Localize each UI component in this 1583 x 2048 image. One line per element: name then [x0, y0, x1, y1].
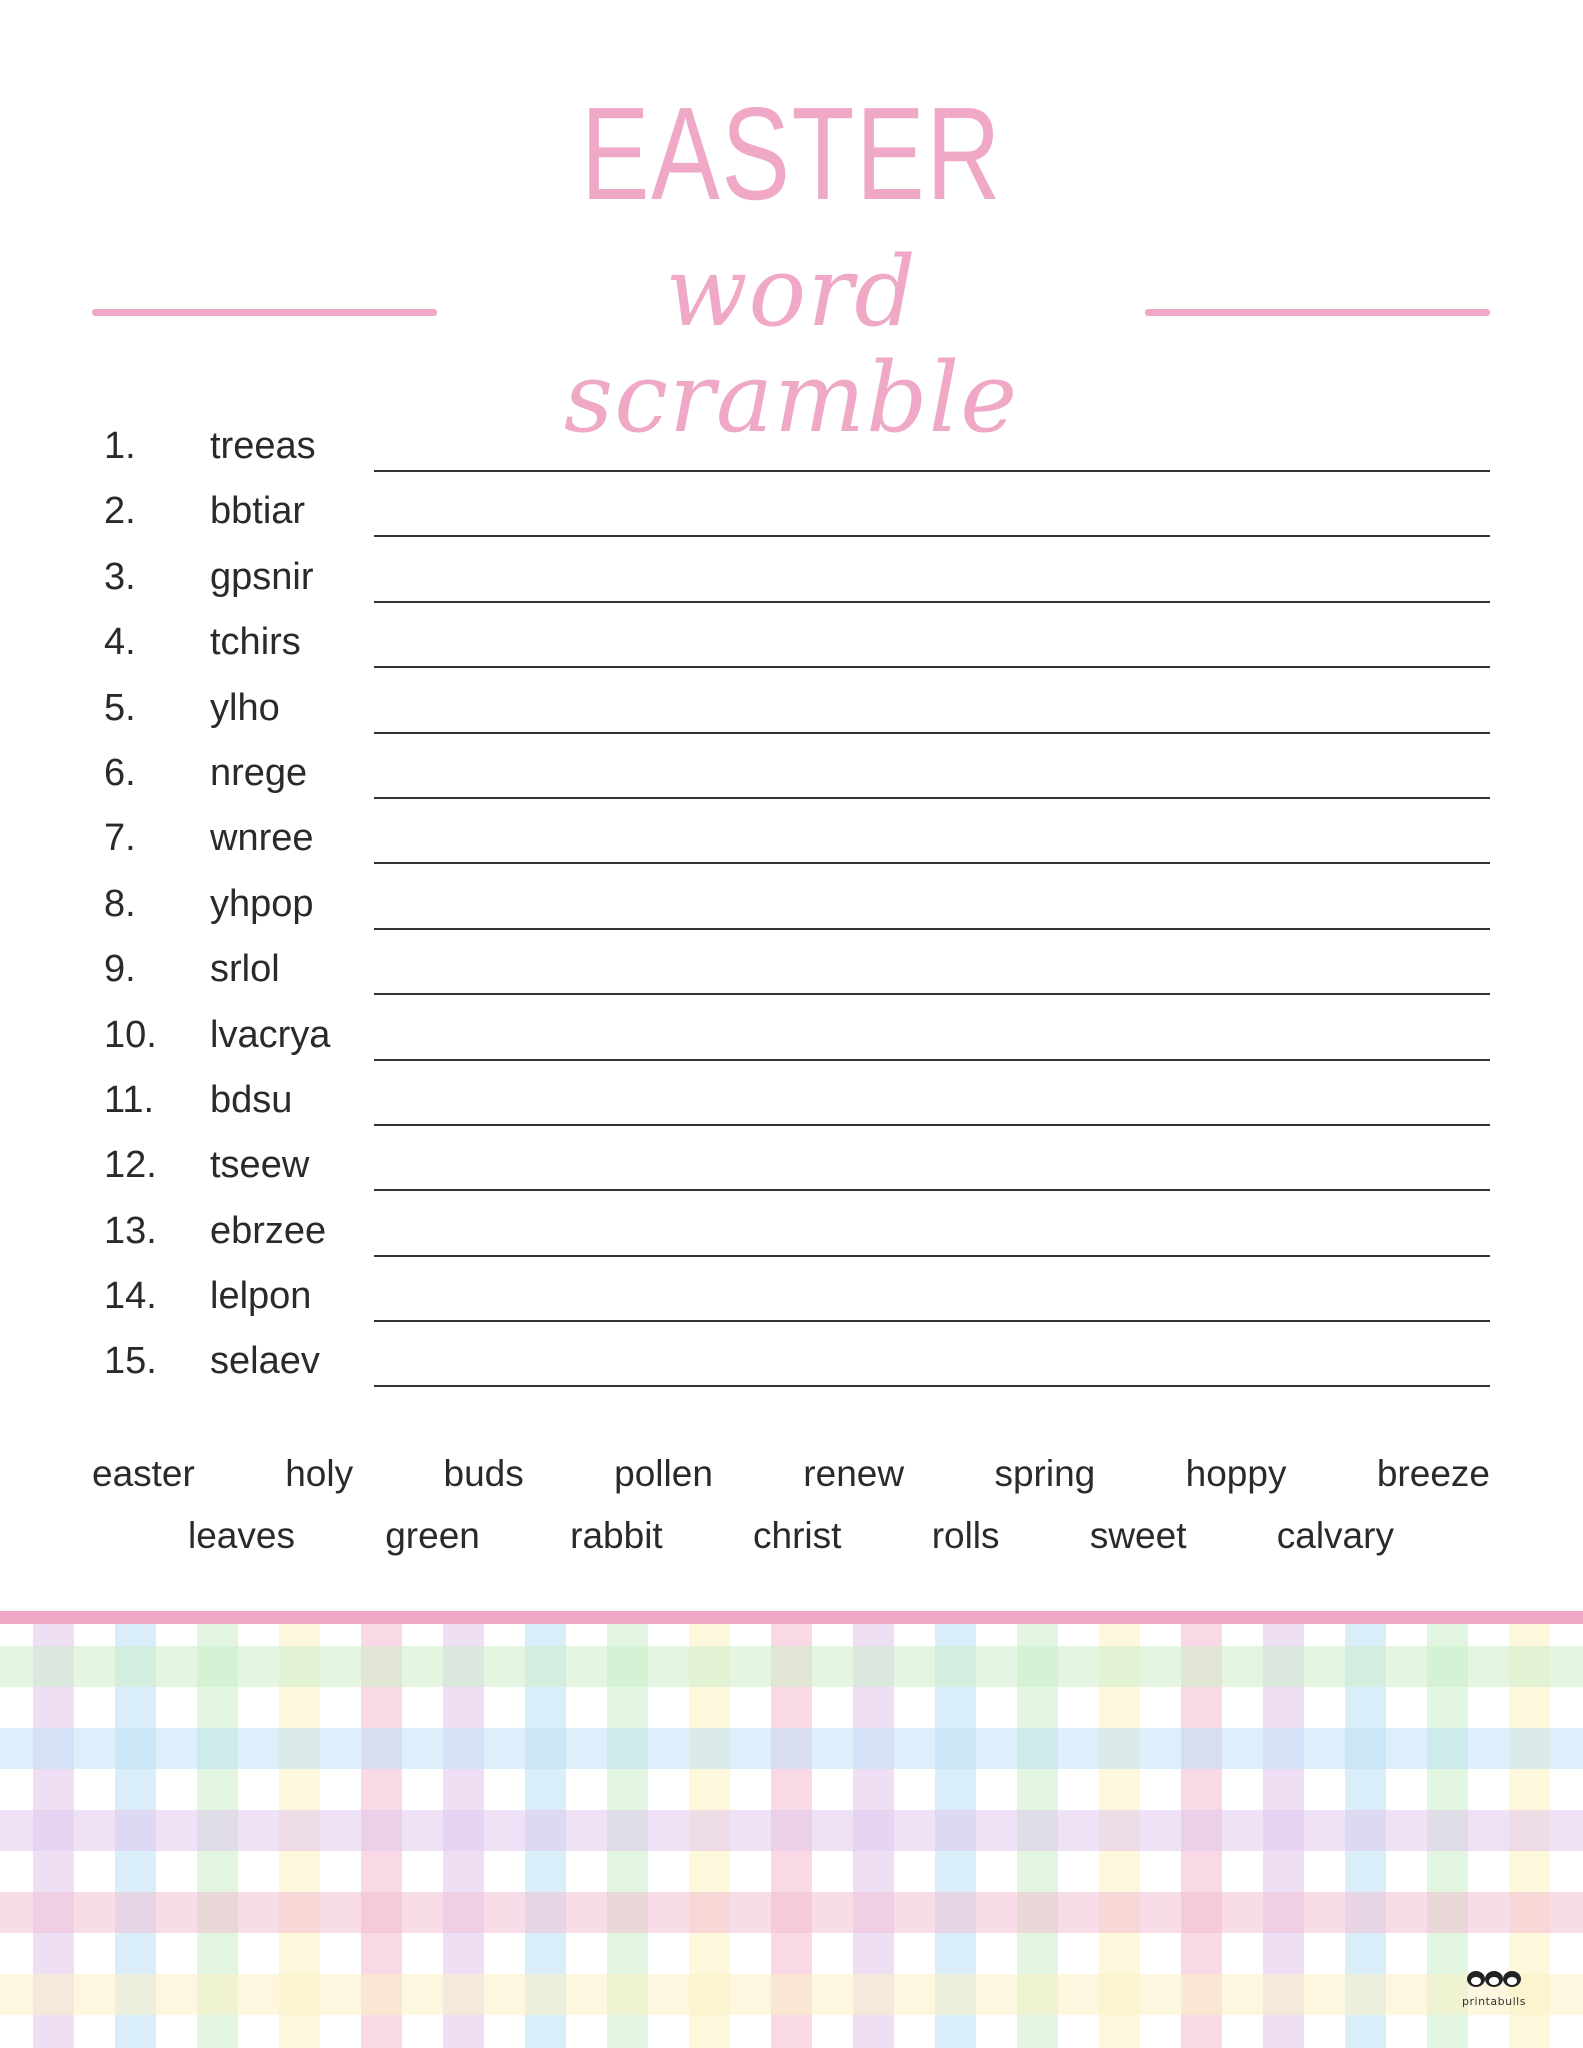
scrambled-word: tchirs: [210, 621, 301, 664]
word-bank-row-1: [92, 1455, 1490, 1492]
scrambled-word: nrege: [210, 751, 308, 794]
scrambled-word: bbtiar: [210, 490, 306, 533]
logo-text: printabulls: [1462, 1995, 1526, 2008]
word-bank-word: renew: [803, 1453, 905, 1494]
answer-line[interactable]: [374, 797, 1490, 799]
answer-line[interactable]: [374, 1255, 1490, 1257]
puzzle-number: 5.: [104, 686, 136, 729]
puzzle-row: [104, 1263, 1490, 1328]
answer-line[interactable]: [374, 862, 1490, 864]
answer-line[interactable]: [374, 1320, 1490, 1322]
puzzle-row: [104, 675, 1490, 740]
puzzle-number: 4.: [104, 621, 136, 664]
answer-line[interactable]: [374, 1385, 1490, 1387]
footer-pink-bar: [0, 1611, 1583, 1624]
answer-line[interactable]: [374, 1059, 1490, 1061]
title-rule-left: [92, 309, 437, 316]
puzzle-number: 15.: [104, 1340, 157, 1383]
scrambled-word: ylho: [210, 686, 280, 729]
word-bank-word: hoppy: [1185, 1453, 1287, 1494]
puzzle-number: 7.: [104, 817, 136, 860]
gingham-horizontal-stripe: [0, 1810, 1583, 1851]
bulldog-icon: [1464, 1964, 1524, 1990]
puzzle-row: [104, 413, 1490, 478]
answer-line[interactable]: [374, 1124, 1490, 1126]
scrambled-word: gpsnir: [210, 555, 314, 598]
gingham-horizontal-stripe: [0, 1892, 1583, 1933]
title-word-scramble: word scramble: [563, 236, 1019, 454]
scrambled-word: tseew: [210, 1144, 310, 1187]
gingham-svg: [0, 1624, 1583, 2048]
word-bank-word: calvary: [1276, 1515, 1394, 1556]
answer-line[interactable]: [374, 470, 1490, 472]
puzzle-row: [104, 478, 1490, 543]
printabulls-logo: [1449, 1964, 1539, 2008]
puzzle-row: [104, 1198, 1490, 1263]
puzzle-number: 1.: [104, 425, 136, 467]
word-bank-word: easter: [92, 1453, 195, 1494]
answer-line[interactable]: [374, 732, 1490, 734]
puzzle-number: 3.: [104, 555, 136, 598]
puzzle-number: 14.: [104, 1275, 157, 1318]
word-bank-word: rabbit: [570, 1515, 663, 1556]
puzzle-row: [104, 1132, 1490, 1197]
answer-line[interactable]: [374, 993, 1490, 995]
scrambled-word: yhpop: [210, 882, 314, 925]
puzzle-number: 2.: [104, 490, 136, 533]
answer-line[interactable]: [374, 1189, 1490, 1191]
word-bank-row: [92, 1455, 1490, 1492]
scrambled-word: ebrzee: [210, 1209, 327, 1252]
gingham-pattern: [0, 1624, 1583, 2048]
puzzle-row: [104, 609, 1490, 674]
puzzle-number: 13.: [104, 1209, 157, 1252]
puzzle-row: [104, 1067, 1490, 1132]
puzzle-number: 10.: [104, 1013, 157, 1056]
gingham-horizontal-stripe: [0, 1974, 1583, 2015]
puzzle-number: 8.: [104, 882, 136, 925]
puzzle-row: [104, 871, 1490, 936]
word-bank-word: pollen: [614, 1453, 713, 1494]
title-easter: EASTER: [580, 80, 1003, 227]
puzzle-row: [104, 544, 1490, 609]
scrambled-word: wnree: [210, 817, 314, 860]
word-bank-word: breeze: [1376, 1453, 1490, 1494]
word-bank-word: christ: [753, 1515, 842, 1556]
scrambled-word: lelpon: [210, 1275, 312, 1318]
word-bank-word: holy: [285, 1453, 354, 1494]
word-bank-word: buds: [443, 1453, 524, 1494]
word-bank-word: sweet: [1089, 1515, 1187, 1556]
puzzle-list: [104, 413, 1490, 1394]
puzzle-number: 12.: [104, 1144, 157, 1187]
word-bank-word: rolls: [931, 1515, 1000, 1556]
gingham-horizontal-stripe: [0, 1646, 1583, 1687]
answer-line[interactable]: [374, 535, 1490, 537]
gingham-horizontal-stripe: [0, 1728, 1583, 1769]
puzzle-row: [104, 740, 1490, 805]
word-bank-row: [92, 1517, 1490, 1554]
title-rule-right: [1145, 309, 1490, 316]
word-bank-row-2: [92, 1517, 1490, 1554]
puzzle-row: [104, 1328, 1490, 1393]
puzzle-row: [104, 1002, 1490, 1067]
word-bank-word: spring: [994, 1453, 1096, 1494]
answer-line[interactable]: [374, 666, 1490, 668]
answer-line[interactable]: [374, 601, 1490, 603]
puzzle-row: [104, 936, 1490, 1001]
word-bank-word: leaves: [188, 1515, 295, 1556]
scrambled-word: srlol: [210, 948, 280, 991]
puzzle-number: 9.: [104, 948, 136, 991]
scrambled-word: bdsu: [210, 1078, 293, 1121]
scrambled-word: lvacrya: [210, 1013, 331, 1056]
puzzle-number: 11.: [104, 1078, 155, 1121]
puzzle-row: [104, 805, 1490, 870]
answer-line[interactable]: [374, 928, 1490, 930]
puzzle-number: 6.: [104, 751, 136, 794]
scrambled-word: treeas: [210, 425, 316, 467]
scrambled-word: selaev: [210, 1340, 320, 1383]
word-bank-word: green: [385, 1515, 480, 1556]
